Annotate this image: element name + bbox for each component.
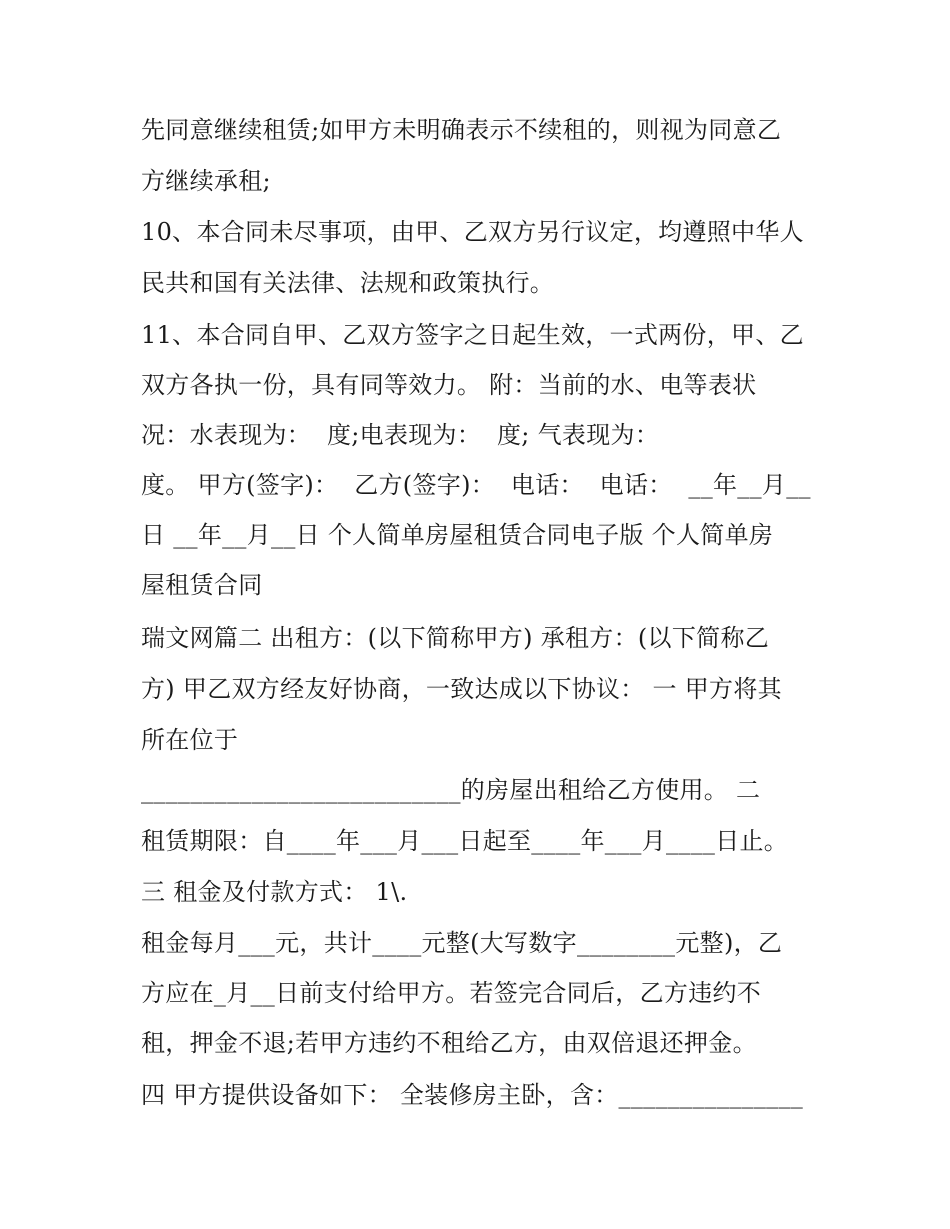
text-line: 先同意继续租赁;如甲方未明确表示不续租的，则视为同意乙 xyxy=(141,116,782,144)
text-line: 瑞文网篇二 出租方：(以下简称甲方) 承租方：(以下简称乙 xyxy=(141,624,770,652)
text-line: 租，押金不退;若甲方违约不租给乙方，由双倍退还押金。 xyxy=(141,1029,757,1057)
text-line: 况：水表现为： 度;电表现为： 度; 气表现为： xyxy=(141,421,660,449)
text-line: 租赁期限：自____年___月___日起至____年___月____日止。 xyxy=(141,827,789,855)
text-line: 所在位于 xyxy=(141,726,239,754)
text-line: 租金每月___元，共计____元整(大写数字________元整)，乙 xyxy=(141,929,783,957)
text-line: 方应在_月__日前支付给甲方。若签完合同后，乙方违约不 xyxy=(141,979,762,1007)
text-line: 屋租赁合同 xyxy=(141,571,263,599)
text-line: 10、本合同未尽事项，由甲、乙双方另行议定，均遵照中华人 xyxy=(141,218,804,246)
text-line: 双方各执一份，具有同等效力。 附：当前的水、电等表状 xyxy=(141,371,757,399)
text-line: 三 租金及付款方式： 1\. xyxy=(141,878,408,906)
text-line: 方继续承租; xyxy=(141,167,271,195)
text-line: 日 __年__月__日 个人简单房屋租赁合同电子版 个人简单房 xyxy=(141,521,774,549)
text-line: __________________________的房屋出租给乙方使用。 二 xyxy=(141,776,761,804)
text-line: 民共和国有关法律、法规和政策执行。 xyxy=(141,269,555,297)
text-line: 四 甲方提供设备如下： 全装修房主卧，含：_______________ xyxy=(141,1081,804,1109)
text-line: 方) 甲乙双方经友好协商，一致达成以下协议： 一 甲方将其 xyxy=(141,675,782,703)
text-line: 度。 甲方(签字)： 乙方(签字)： 电话： 电话： __年__月__ xyxy=(141,471,811,499)
text-line: 11、本合同自甲、乙双方签字之日起生效，一式两份，甲、乙 xyxy=(141,321,804,349)
